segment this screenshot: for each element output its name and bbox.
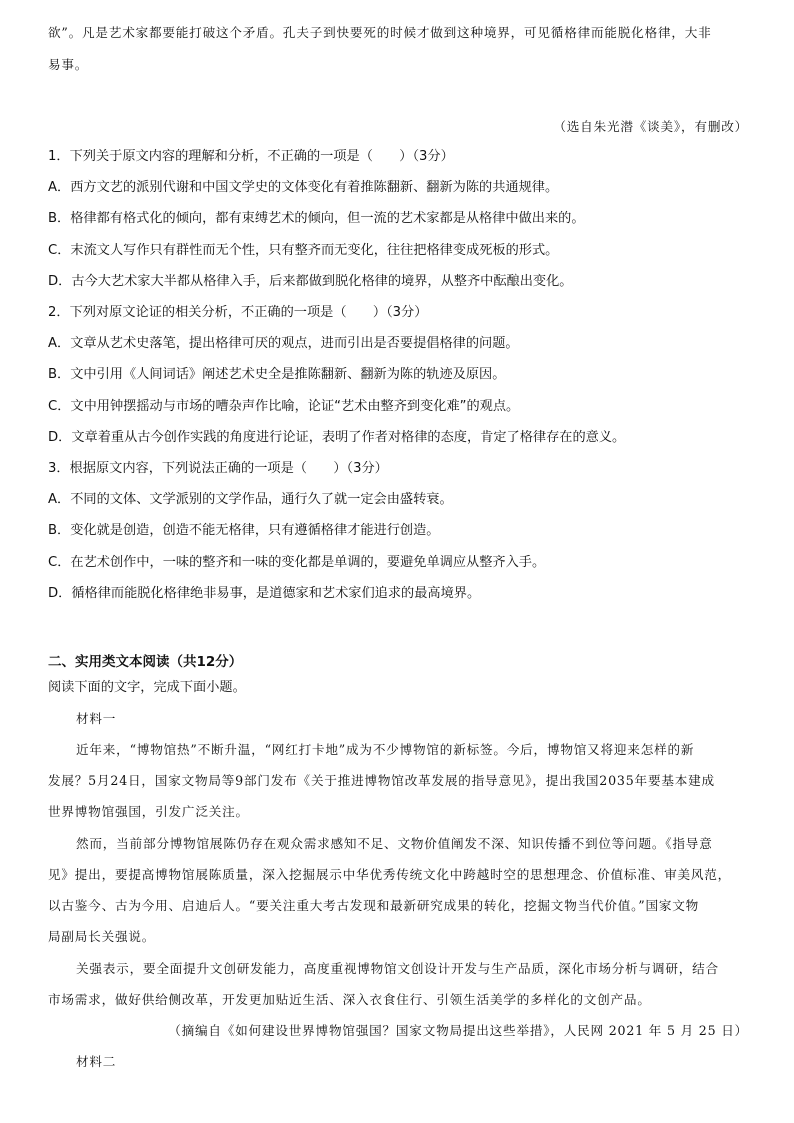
question-3-option-c: C．在艺术创作中，一味的整齐和一味的变化都是单调的，要避免单调应从整齐入手。 [48, 555, 546, 570]
question-2-option-a: A．文章从艺术史落笔，提出格律可厌的观点，进而引出是否要提倡格律的问题。 [48, 336, 519, 351]
question-1-option-c: C．末流文人写作只有群性而无个性，只有整齐而无变化，往往把格律变成死板的形式。 [48, 243, 559, 258]
question-3-option-b: B．变化就是创造，创造不能无格律，只有遵循格律才能进行创造。 [48, 523, 440, 538]
para1-line-1: 近年来，“博物馆热”不断升温，“网红打卡地”成为不少博物馆的新标签。今后，博物馆又将迎来怎样的新 [76, 742, 695, 757]
para1-line-3: 世界博物馆强国，引发广泛关注。 [48, 804, 249, 819]
question-2-stem: 2．下列对原文论证的相关分析，不正确的一项是（ ）（3分） [48, 305, 428, 320]
question-3-stem: 3．根据原文内容，下列说法正确的一项是（ ）（3分） [48, 461, 388, 476]
section-2-instruction: 阅读下面的文字，完成下面小题。 [48, 680, 246, 695]
material-1-label: 材料一 [76, 711, 117, 726]
question-2-option-c: C．文中用钟摆摇动与市场的嘈杂声作比喻，论证“艺术由整齐到变化难”的观点。 [48, 399, 520, 414]
question-3-option-a: A．不同的文体、文学派别的文学作品，通行久了就一定会由盛转衰。 [48, 492, 453, 507]
para2-line-2: 见》提出，要提高博物馆展陈质量，深入挖掘展示中华优秀传统文化中跨越时空的思想理念、价值标准、审美风范， [48, 867, 732, 882]
intro-line-1: 欲”。凡是艺术家都要能打破这个矛盾。孔夫子到快要死的时候才做到这种境界，可见循格律而能脱化格律，大非 [48, 25, 712, 40]
para2-line-3: 以古鉴今、古为今用、启迪后人。“要关注重大考古发现和最新研究成果的转化，挖掘文物当代价值。”国家文物 [48, 898, 700, 913]
intro-line-2: 易事。 [48, 57, 89, 72]
source-citation: （选自朱光潜《谈美》，有删改） [553, 119, 748, 134]
para3-line-1: 关强表示，要全面提升文创研发能力，高度重视博物馆文创设计开发与生产品质，深化市场分析与调研，结合 [76, 961, 719, 976]
question-1-option-d: D．古今大艺术家大半都从格律入手，后来都做到脱化格律的境界，从整齐中酝酿出变化。 [48, 274, 573, 289]
material-2-label: 材料二 [76, 1054, 117, 1069]
para2-line-4: 局副局长关强说。 [48, 929, 156, 944]
question-3-option-d: D．循格律而能脱化格律绝非易事，是道德家和艺术家们追求的最高境界。 [48, 586, 481, 601]
para2-line-1: 然而，当前部分博物馆展陈仍存在观众需求感知不足、文物价值阐发不深、知识传播不到位等问题。《指导意 [76, 836, 713, 851]
para1-line-2: 发展？5月24日，国家文物局等9部门发布《关于推进博物馆改革发展的指导意见》，提出我国2035年要基本建成 [48, 773, 715, 788]
question-2-option-b: B．文中引用《人间词话》阐述艺术史全是推陈翻新、翻新为陈的轨迹及原因。 [48, 367, 506, 382]
source-citation-2: （摘编自《如何建设世界博物馆强国？国家文物局提出这些举措》，人民网 2021 年 5 月 25 日） [168, 1023, 748, 1038]
question-1-option-a: A．西方文艺的派别代谢和中国文学史的文体变化有着推陈翻新、翻新为陈的共通规律。 [48, 180, 559, 195]
question-1-stem: 1．下列关于原文内容的理解和分析，不正确的一项是（ ）（3分） [48, 149, 454, 164]
question-2-option-d: D．文章着重从古今创作实践的角度进行论证，表明了作者对格律的态度，肯定了格律存在的意义。 [48, 430, 626, 445]
question-1-option-b: B．格律都有格式化的倾向，都有束缚艺术的倾向，但一流的艺术家都是从格律中做出来的。 [48, 211, 585, 226]
section-2-heading: 二、实用类文本阅读（共12分） [48, 654, 243, 670]
para3-line-2: 市场需求，做好供给侧改革，开发更加贴近生活、深入衣食住行、引领生活美学的多样化的文创产品。 [48, 992, 651, 1007]
